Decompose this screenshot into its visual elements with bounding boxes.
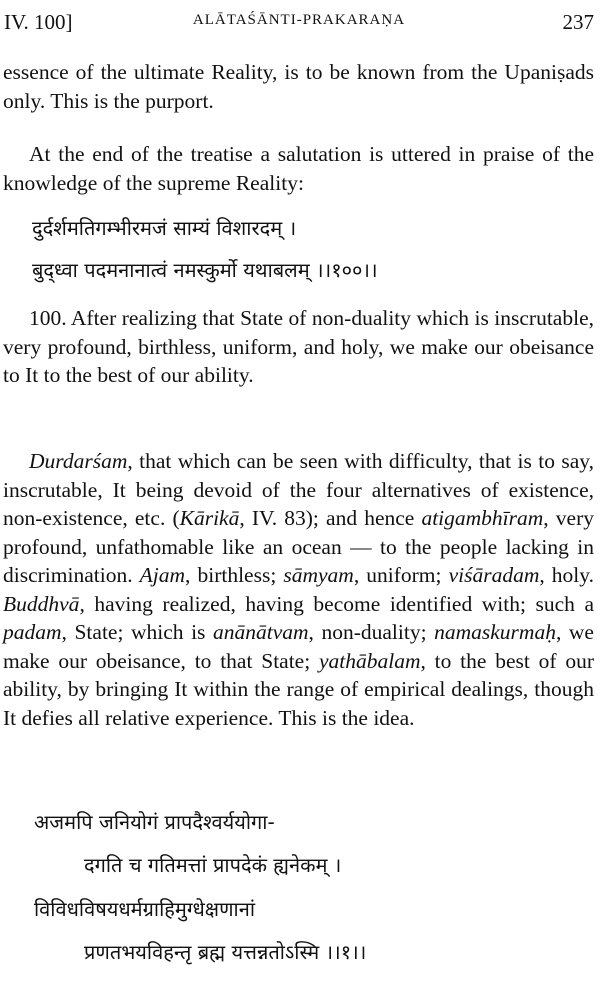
term-padam: padam — [3, 620, 62, 644]
chapter-title: ALĀTAŚĀNTI-PRAKARAṆA — [192, 12, 406, 28]
term-namaskurmah: namaskurmaḥ — [434, 620, 556, 644]
paragraph-purport: essence of the ultimate Reality, is to be known from the Upaniṣads only. This is the purport. — [3, 60, 594, 113]
verse-1-line-1: अजमपि जनियोगं प्रापदैश्वर्ययोगा- — [34, 810, 275, 834]
verse-1-line-3: विविधविषयधर्मग्राहिमुग्धेक्षणानां — [34, 897, 256, 921]
term-yathabalam: yathābalam — [318, 648, 421, 673]
term-durdarsam: Durdarśam — [29, 449, 128, 473]
term-ajam: Ajam — [139, 563, 186, 587]
term-karika: Kārikā — [179, 506, 240, 530]
running-header — [4, 10, 594, 44]
term-ananatvam: anānātvam — [212, 620, 309, 644]
verse-1-line-4: प्रणतभयविहन्तृ ब्रह्म यत्तन्नतोऽस्मि ।।१।। — [84, 940, 367, 964]
paragraph-salutation-intro: At the end of the treatise a salutation is uttered in praise of the knowledge of the supreme Reality: — [3, 142, 594, 195]
term-visaradam: viśāradam — [448, 563, 540, 587]
commentary-paragraph: Durdarśam, that which can be seen with difficulty, that is to say, inscrutable, It being devoid of the four alternatives of existence, non-existence, etc. (Kārikā, IV. 83); and hence atigambhīram, very profound, unfathomable like an ocean — to the people lacking in discrimination. Ajam, birthless; sāmyam, uniform; viśāradam, holy. Buddhvā, having realized, having become identified with; such a padam, State; which is anānātvam, non-duality; namaskurmaḥ, we make our obeisance, to that State; yathābalam, to the best of our ability, by bringing It within the range of empirical dealings, though It defies all relative experience. This is the idea. — [3, 449, 594, 730]
verse-1-line-2: दगति च गतिमत्तां प्रापदेकं ह्यनेकम् । — [84, 853, 342, 877]
term-atigambhiram: atigambhīram — [421, 506, 544, 530]
term-buddhva: Buddhvā — [3, 591, 80, 616]
section-reference: IV. 100] — [4, 10, 73, 34]
page-number: 237 — [562, 10, 594, 34]
term-samyam: sāmyam — [283, 563, 354, 587]
translation-100: 100. After realizing that State of non-duality which is inscrutable, very profound, birthless, uniform, and holy, we make our obeisance to It to the best of our ability. — [3, 306, 594, 387]
verse-100-line-2: बुद्ध्वा पदमनानात्वं नमस्कुर्मो यथाबलम् ।।१००।। — [32, 258, 378, 282]
verse-100-line-1: दुर्दर्शमतिगम्भीरमजं साम्यं विशारदम् । — [32, 216, 297, 240]
